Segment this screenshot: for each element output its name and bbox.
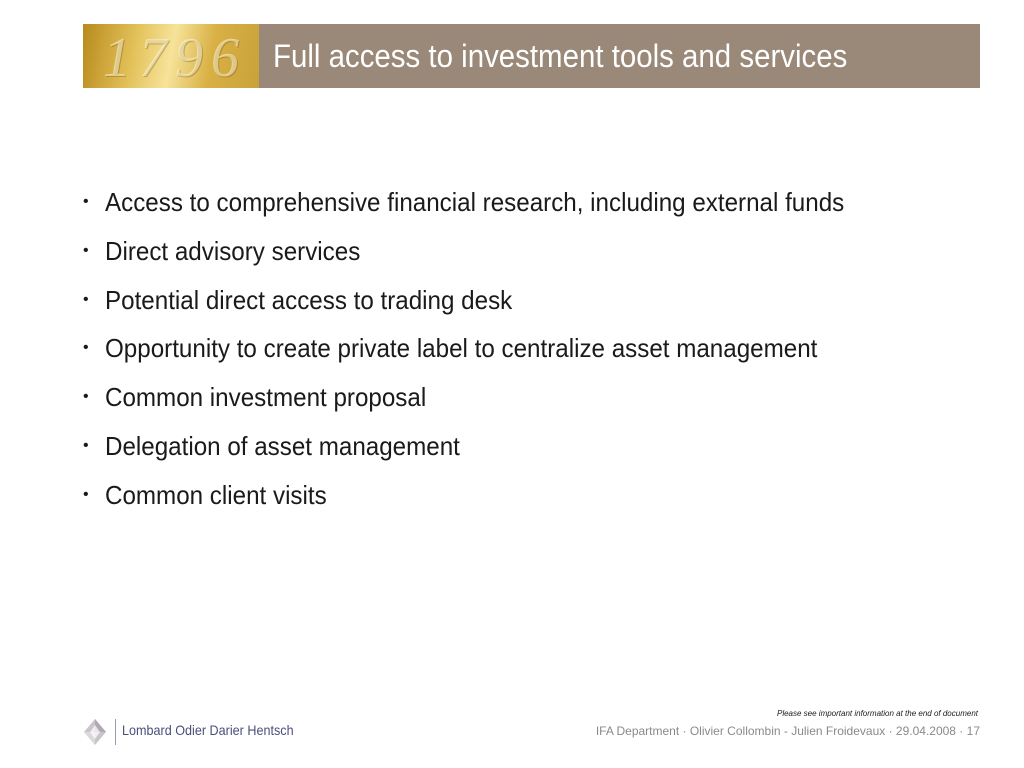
logo-text: Lombard Odier Darier Hentsch xyxy=(122,722,294,738)
bullet-text: Access to comprehensive financial research, including external funds xyxy=(105,187,845,217)
bullet-dot-icon: • xyxy=(83,485,89,503)
bullet-dot-icon: • xyxy=(83,241,89,259)
bullet-dot-icon: • xyxy=(83,290,89,308)
bullet-text: Direct advisory services xyxy=(105,235,361,266)
bullet-text: Common investment proposal xyxy=(105,382,427,413)
bullet-dot-icon: • xyxy=(83,436,89,454)
bullet-text: Delegation of asset management xyxy=(105,430,460,461)
slide-title: Full access to investment tools and services xyxy=(273,38,848,74)
header-year-artwork: 1796 xyxy=(103,27,247,88)
diamond-logo-icon xyxy=(82,717,108,747)
header-bar xyxy=(83,24,980,88)
header-year-image xyxy=(83,24,259,88)
company-logo xyxy=(82,717,322,747)
logo-divider xyxy=(115,719,116,745)
footer-disclaimer: Please see important information at the end of document xyxy=(776,709,978,718)
footer-info: IFA Department · Olivier Collombin - Julien Froidevaux · 29.04.2008 · 17 xyxy=(595,724,980,738)
bullet-dot-icon: • xyxy=(83,339,89,357)
bullet-text: Opportunity to create private label to centralize asset management xyxy=(105,333,818,364)
bullet-dot-icon: • xyxy=(83,193,89,210)
bullet-dot-icon: • xyxy=(83,388,89,406)
bullet-text: Potential direct access to trading desk xyxy=(105,284,513,315)
bullet-text: Common client visits xyxy=(105,479,327,510)
